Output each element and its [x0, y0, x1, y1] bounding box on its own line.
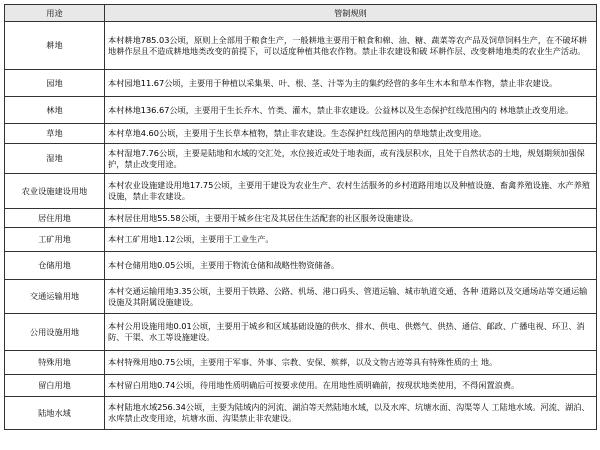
table-row [5, 228, 597, 252]
table-row [5, 252, 597, 280]
use-cell: 特殊用地 [5, 351, 105, 375]
rule-cell: 本村园地11.67公顷，主要用于种植以采集果、叶、根、茎、汁等为主的集约经营的多年生木本和草本作物，禁止非农建设。 [105, 70, 597, 97]
table-row [5, 97, 597, 124]
rule-cell: 本村公用设施用地0.01公顷，主要用于城乡和区域基础设施的供水、排水、供电、供燃气、供热、通信、邮政、广播电视、环卫、消防、干渠、水工等设施建设。 [105, 314, 597, 351]
rule-cell: 本村林地136.67公顷，主要用于生长乔木、竹类、灌木，禁止非农建设。公益林以及生态保护红线范围内的 林地禁止改变用途。 [105, 97, 597, 124]
use-cell: 公用设施用地 [5, 314, 105, 351]
rule-cell: 本村陆地水域256.34公顷，主要为陆域内的河流、湖泊等天然陆地水域，以及水库、坑塘水面、沟渠等人 工陆地水域。河流、湖泊、水库禁止改变用途，坑塘水面、沟渠禁止非农建设。 [105, 397, 597, 430]
table-row [5, 314, 597, 351]
use-cell: 农业设施建设用地 [5, 174, 105, 209]
table-row [5, 124, 597, 144]
table-row [5, 351, 597, 375]
table-header-row [5, 5, 597, 22]
rule-cell: 本村湿地7.76公顷，主要是陆地和水域的交汇处，水位接近或处于地表面，或有浅层积水，且处于自然状态的土地，规划期须加强保护，禁止改变用途。 [105, 144, 597, 174]
use-cell: 居住用地 [5, 209, 105, 228]
rule-cell: 本村工矿用地1.12公顷，主要用于工业生产。 [105, 228, 597, 252]
use-cell: 留白用地 [5, 375, 105, 397]
header-rule: 管制规则 [105, 5, 597, 22]
rule-cell: 本村居住用地55.58公顷，主要用于城乡住宅及其居住生活配套的社区服务设施建设。 [105, 209, 597, 228]
rule-cell: 本村耕地785.03公顷，原则上全部用于粮食生产，一般耕地主要用于粮食和棉、油、糖、蔬菜等农产品及饲草饲料生产，在不破坏耕地耕作层且不造成耕地地类改变的前提下，可以适度种植其他农作物。禁止非农建设和破 坏耕作层、改变耕地地类的农业生产活动。 [105, 22, 597, 70]
table-row [5, 174, 597, 209]
table-row [5, 22, 597, 70]
rule-cell: 本村草地4.60公顷，主要用于生长草本植物，禁止非农建设。生态保护红线范围内的草地禁止改变用途。 [105, 124, 597, 144]
land-use-control-table-container [4, 4, 596, 430]
rule-cell: 本村特殊用地0.75公顷，主要用于军事、外事、宗教、安保、殡葬，以及文物古迹等具有特殊性质的土 地。 [105, 351, 597, 375]
use-cell: 交通运输用地 [5, 280, 105, 314]
rule-cell: 本村交通运输用地3.35公顷，主要用于铁路、公路、机场、港口码头、管道运输、城市轨道交通、各种 道路以及交通场站等交通运输设施及其附属设施建设。 [105, 280, 597, 314]
use-cell: 仓储用地 [5, 252, 105, 280]
use-cell: 工矿用地 [5, 228, 105, 252]
use-cell: 湿地 [5, 144, 105, 174]
use-cell: 园地 [5, 70, 105, 97]
use-cell: 草地 [5, 124, 105, 144]
use-cell: 耕地 [5, 22, 105, 70]
table-row [5, 209, 597, 228]
table-row [5, 70, 597, 97]
rule-cell: 本村仓储用地0.05公顷，主要用于物流仓储和战略性物资储备。 [105, 252, 597, 280]
use-cell: 陆地水域 [5, 397, 105, 430]
rule-cell: 本村农业设施建设用地17.75公顷，主要用于建设为农业生产、农村生活服务的乡村道路用地以及种植设施、畜禽养殖设施、水产养殖设施，禁止非农建设。 [105, 174, 597, 209]
table-row [5, 280, 597, 314]
rule-cell: 本村留白用地0.74公顷，待用地性质明确后可按要求使用。在用地性质明确前，按现状地类使用，不得闲置浪费。 [105, 375, 597, 397]
use-cell: 林地 [5, 97, 105, 124]
table-row [5, 375, 597, 397]
land-use-control-table [4, 4, 597, 430]
header-use: 用途 [5, 5, 105, 22]
table-row [5, 397, 597, 430]
table-row [5, 144, 597, 174]
